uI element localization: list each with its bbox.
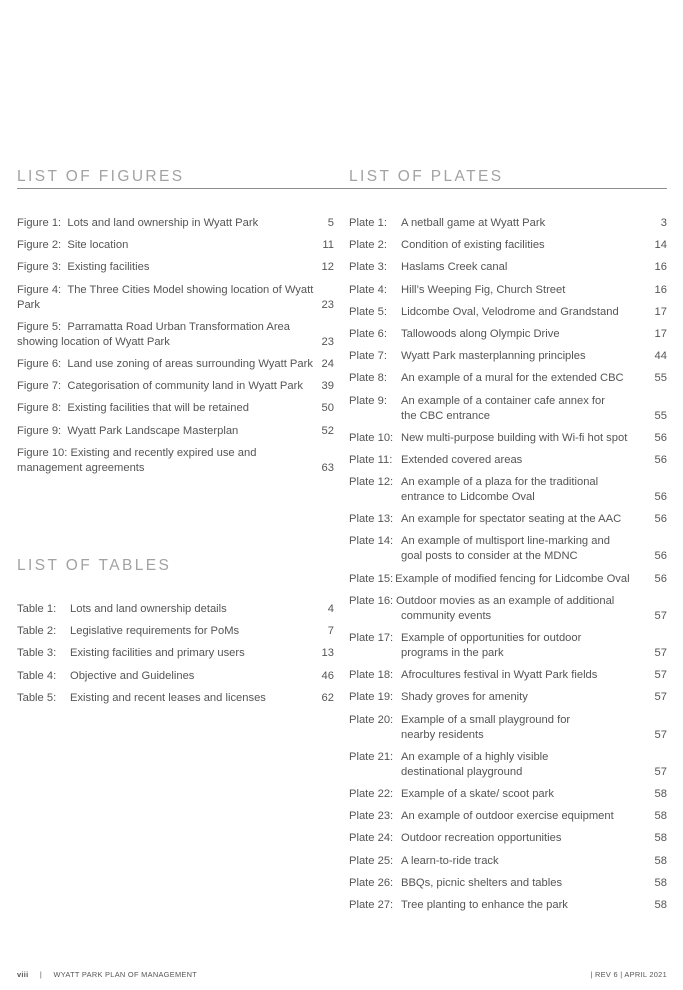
list-item[interactable]: Plate 13: An example for spectator seating at the AAC 56 [349,513,667,526]
list-item[interactable]: Plate 2: Condition of existing facilities 14 [349,239,667,252]
list-item[interactable]: Figure 7: Categorisation of community land in Wyatt Park 39 [17,380,334,393]
list-item[interactable]: Plate 15: Example of modified fencing for Lidcombe Oval 56 [349,572,667,585]
figures-heading: LIST OF FIGURES [17,168,185,185]
plates-list [349,216,667,920]
list-item[interactable]: Figure 5: Parramatta Road Urban Transformation Area showing location of Wyatt Park 23 [17,320,334,348]
heading-rule [17,188,667,189]
list-item[interactable]: Plate 24: Outdoor recreation opportunities 58 [349,832,667,845]
list-item[interactable]: Plate 27: Tree planting to enhance the park 58 [349,898,667,911]
list-item[interactable]: Table 2: Legislative requirements for PoMs 7 [17,625,334,638]
list-item[interactable]: Figure 10: Existing and recently expired use and management agreements 63 [17,446,334,474]
list-item[interactable]: Plate 19: Shady groves for amenity 57 [349,691,667,704]
list-item[interactable]: Plate 1: A netball game at Wyatt Park 3 [349,217,667,229]
list-item[interactable]: Table 4: Objective and Guidelines 46 [17,669,334,682]
list-item[interactable]: Plate 17: Example of opportunities for outdoor programs in the park 57 [349,632,667,659]
footer-left [17,970,197,979]
plates-heading: LIST OF PLATES [349,168,504,185]
list-item[interactable]: Figure 1: Lots and land ownership in Wyatt Park 5 [17,217,334,229]
list-item[interactable]: Plate 5: Lidcombe Oval, Velodrome and Grandstand 17 [349,305,667,318]
figures-list [17,216,334,483]
list-item[interactable]: Plate 22: Example of a skate/ scoot park 58 [349,787,667,800]
list-item[interactable]: Plate 25: A learn-to-ride track 58 [349,854,667,867]
footer-revision: | REV 6 | APRIL 2021 [590,970,667,979]
list-item[interactable]: Plate 21: An example of a highly visible destinational playground 57 [349,750,667,778]
list-item[interactable]: Plate 9: An example of a container cafe annex for the CBC entrance 55 [349,394,667,422]
list-item[interactable]: Figure 2: Site location 11 [17,239,334,252]
list-item[interactable]: Plate 3: Haslams Creek canal 16 [349,261,667,274]
list-item[interactable]: Plate 20: Example of a small playground for nearby residents 57 [349,713,667,741]
list-item[interactable]: Plate 18: Afrocultures festival in Wyatt Park fields 57 [349,669,667,682]
list-item[interactable]: Plate 12: An example of a plaza for the traditional entrance to Lidcombe Oval 56 [349,476,667,504]
list-item[interactable]: Table 1: Lots and land ownership details 4 [17,603,334,615]
list-item[interactable]: Figure 4: The Three Cities Model showing location of Wyatt Park 23 [17,283,334,311]
list-item[interactable]: Plate 16: Outdoor movies as an example of additional community events 57 [349,594,667,622]
list-item[interactable]: Plate 4: Hill’s Weeping Fig, Church Street 16 [349,283,667,296]
footer-separator: | [39,970,43,979]
list-item[interactable]: Figure 8: Existing facilities that will be retained 50 [17,402,334,415]
list-item[interactable]: Plate 7: Wyatt Park masterplanning principles 44 [349,350,667,363]
list-item[interactable]: Plate 8: An example of a mural for the extended CBC 55 [349,372,667,385]
tables-heading: LIST OF TABLES [17,557,172,574]
list-item[interactable]: Figure 3: Existing facilities 12 [17,261,334,274]
list-item[interactable]: Plate 6: Tallowoods along Olympic Drive 17 [349,327,667,340]
list-item[interactable]: Figure 9: Wyatt Park Landscape Masterplan 52 [17,424,334,437]
page-number: viii [17,970,29,979]
list-item[interactable]: Plate 14: An example of multisport line-marking and goal posts to consider at the MDNC 56 [349,535,667,563]
tables-list [17,602,334,713]
document-title: WYATT PARK PLAN OF MANAGEMENT [53,970,198,979]
list-item[interactable]: Table 5: Existing and recent leases and licenses 62 [17,691,334,704]
list-item[interactable]: Plate 26: BBQs, picnic shelters and tables 58 [349,876,667,889]
list-item[interactable]: Plate 10: New multi-purpose building with Wi-fi hot spot 56 [349,431,667,444]
list-item[interactable]: Plate 11: Extended covered areas 56 [349,453,667,466]
list-item[interactable]: Plate 23: An example of outdoor exercise equipment 58 [349,810,667,823]
list-item[interactable]: Table 3: Existing facilities and primary users 13 [17,647,334,660]
list-item[interactable]: Figure 6: Land use zoning of areas surrounding Wyatt Park 24 [17,357,334,370]
